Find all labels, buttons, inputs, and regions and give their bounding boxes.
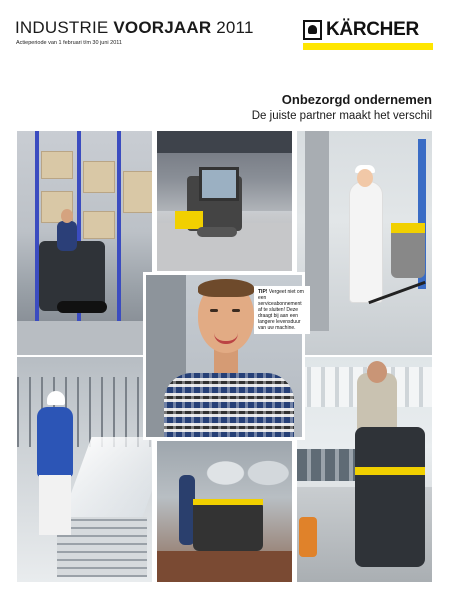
- action-period-text: Actieperiode van 1 februari t/m 30 juni 2011: [16, 40, 122, 46]
- tip-title: TIP!: [258, 289, 268, 295]
- karcher-logo: [303, 19, 433, 51]
- karcher-emblem-icon: [303, 20, 322, 40]
- logo-wordmark: KÄRCHER: [326, 19, 419, 40]
- page-title: [15, 18, 254, 38]
- photo-outdoor-sweeper: [156, 130, 293, 272]
- headline: Onbezorgd ondernemen: [281, 92, 432, 107]
- photo-food-hall-vacuum: [296, 130, 433, 356]
- title-bold: VOORJAAR: [113, 18, 212, 37]
- tip-box: [254, 286, 310, 334]
- photo-compact-scrubber: [156, 440, 293, 583]
- photo-pressure-washer: [16, 356, 153, 583]
- subheadline: De juiste partner maakt het verschil: [251, 110, 432, 122]
- photo-scrubber-dryer: [296, 356, 433, 583]
- photo-warehouse-sweeper: [16, 130, 153, 356]
- title-prefix: INDUSTRIE: [15, 18, 109, 37]
- title-year: 2011: [216, 18, 254, 37]
- logo-yellow-bar: [303, 43, 433, 50]
- tip-body: Vergeet niet om een serviceabonnement af te sluiten! Deze draagt bij aan een langere levensduur van uw machine.: [258, 289, 304, 331]
